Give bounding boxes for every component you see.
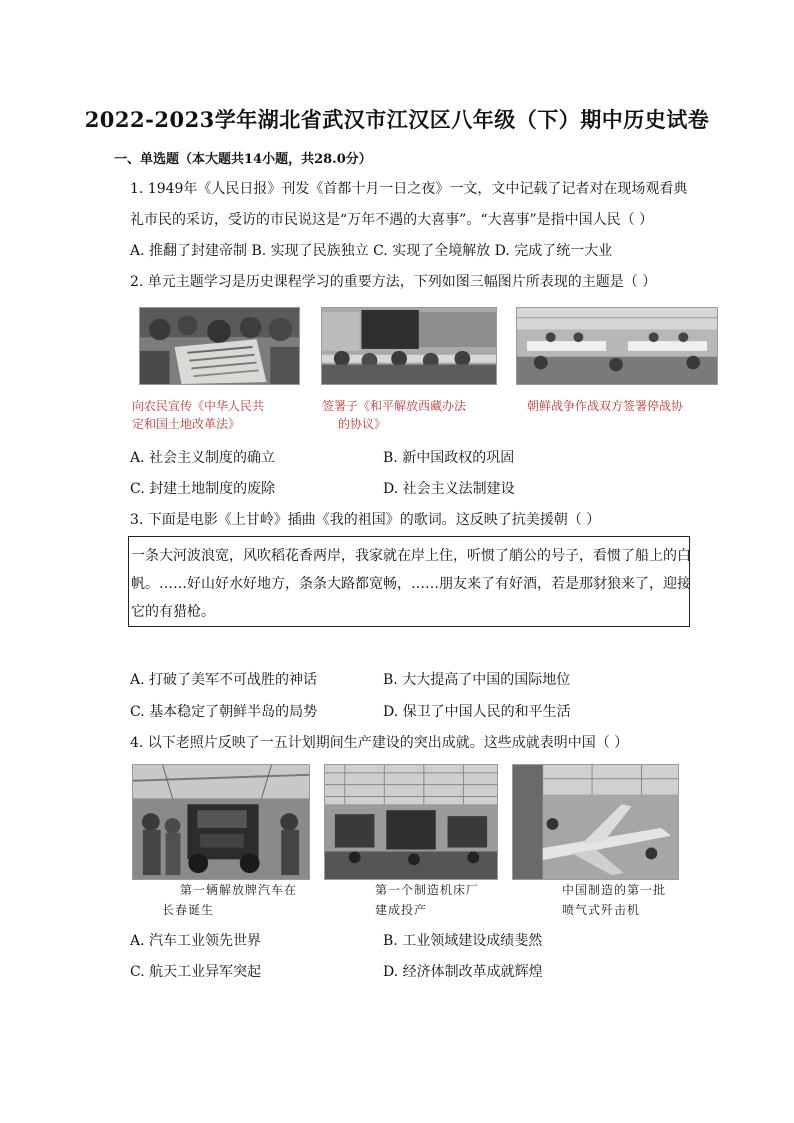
q3-option-b: B. 大大提高了中国的国际地位 bbox=[383, 672, 571, 688]
q2-photo-armistice bbox=[516, 307, 718, 385]
q2-caption-1 bbox=[132, 397, 264, 433]
exam-title: 2022-2023学年湖北省武汉市江汉区八年级（下）期中历史试卷 bbox=[84, 107, 710, 132]
q4-photo-machine-tool bbox=[324, 764, 498, 880]
q3-option-d: D. 保卫了中国人民的和平生活 bbox=[383, 704, 571, 720]
q4-photo-truck bbox=[132, 764, 310, 880]
q4-option-d: D. 经济体制改革成就辉煌 bbox=[383, 964, 543, 980]
q2-stem: 2. 单元主题学习是历史课程学习的重要方法，下列如图三幅图片所表现的主题是（ ） bbox=[130, 274, 657, 290]
q2-option-b: B. 新中国政权的巩固 bbox=[383, 450, 515, 466]
q2-photo-land-reform bbox=[139, 307, 300, 385]
q3-option-c: C. 基本稳定了朝鲜半岛的局势 bbox=[130, 704, 318, 720]
q4-stem: 4. 以下老照片反映了一五计划期间生产建设的突出成就。这些成就表明中国（ ） bbox=[130, 735, 629, 751]
q3-stem: 3. 下面是电影《上甘岭》插曲《我的祖国》的歌词。这反映了抗美援朝（ ） bbox=[130, 512, 601, 528]
q4-option-b: B. 工业领域建设成绩斐然 bbox=[383, 933, 543, 949]
q2-caption-1-line1: 向农民宣传《中华人民共 bbox=[132, 399, 265, 413]
q1-options: A. 推翻了封建帝制 B. 实现了民族独立 C. 实现了全境解放 D. 完成了统一大业 bbox=[130, 243, 613, 259]
q2-caption-1-line2: 定和国土地改革法》 bbox=[132, 417, 241, 431]
q2-option-d: D. 社会主义法制建设 bbox=[383, 481, 515, 497]
q2-photo-tibet-agreement bbox=[321, 307, 497, 385]
q4-caption-1-line1: 第一辆解放牌汽车在 bbox=[180, 883, 298, 897]
q1-stem-line1: 1. 1949年《人民日报》刊发《首都十月一日之夜》一文，文中记载了记者对在现场观看典 bbox=[130, 181, 688, 197]
q4-caption-1 bbox=[162, 880, 298, 920]
q2-option-c: C. 封建土地制度的废除 bbox=[130, 481, 276, 497]
q4-caption-1-line2: 长春诞生 bbox=[162, 903, 215, 917]
section-heading: 一、单选题（本大题共14小题，共28.0分） bbox=[114, 152, 372, 167]
q4-option-a: A. 汽车工业领先世界 bbox=[130, 933, 262, 949]
q3-option-a: A. 打破了美军不可战胜的神话 bbox=[130, 672, 318, 688]
q2-option-a: A. 社会主义制度的确立 bbox=[130, 450, 276, 466]
q2-caption-2-line2: 的协议》 bbox=[338, 417, 387, 431]
q4-caption-2 bbox=[375, 880, 479, 920]
q4-caption-2-line2: 建成投产 bbox=[375, 903, 428, 917]
q4-caption-3-line2: 喷气式歼击机 bbox=[562, 903, 641, 917]
q3-lyrics-line3: 它的有猎枪。 bbox=[131, 604, 215, 620]
q2-caption-2 bbox=[322, 397, 466, 433]
q3-lyrics-line2: 帆。……好山好水好地方，条条大路都宽畅，……朋友来了有好酒，若是那豺狼来了，迎接 bbox=[131, 576, 691, 592]
q2-caption-2-line1: 签署子《和平解放西藏办法 bbox=[322, 399, 467, 413]
q4-photo-jet-fighter bbox=[512, 764, 679, 880]
q4-option-c: C. 航天工业异军突起 bbox=[130, 964, 262, 980]
q2-caption-3 bbox=[527, 397, 683, 415]
q4-caption-2-line1: 第一个制造机床厂 bbox=[375, 883, 480, 897]
q4-caption-3 bbox=[562, 880, 666, 920]
q2-caption-3-line1: 朝鲜战争作战双方签署停战协 bbox=[527, 399, 684, 413]
q4-caption-3-line1: 中国制造的第一批 bbox=[562, 883, 667, 897]
q3-lyrics-box bbox=[128, 536, 690, 627]
q1-stem-line2: 礼市民的采访，受访的市民说这是“万年不遇的大喜事”。“大喜事”是指中国人民（ ） bbox=[130, 212, 654, 228]
q3-lyrics-line1: 一条大河波浪宽，风吹稻花香两岸，我家就在岸上住，听惯了艄公的号子，看惯了船上的白 bbox=[131, 548, 691, 564]
